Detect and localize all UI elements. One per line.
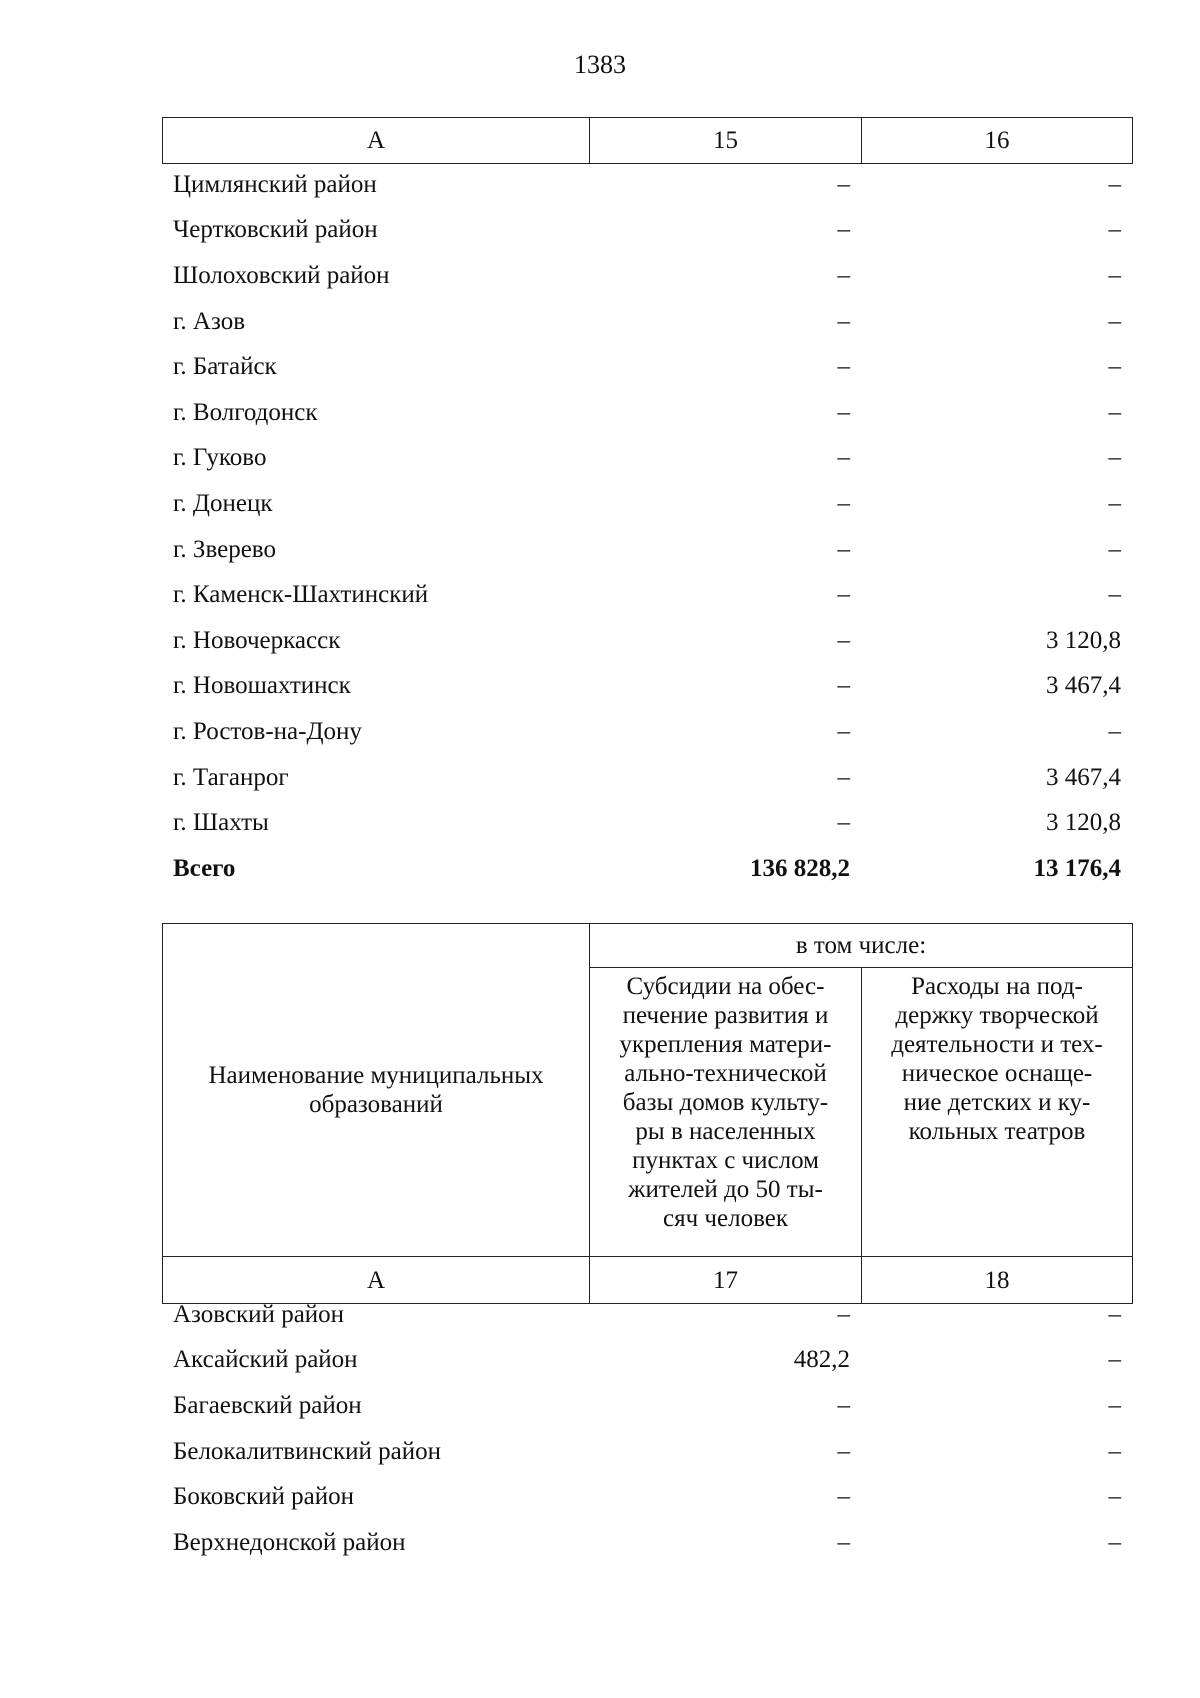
table-row <box>162 1292 1132 1338</box>
row-name: г. Каменск-Шахтинский <box>173 581 429 609</box>
row-value-c16: – <box>1108 717 1121 745</box>
table1-total-label: Всего <box>173 854 236 882</box>
row-value-c16: – <box>1108 398 1121 426</box>
table2-col-header-17: 17 <box>590 1257 862 1304</box>
row-name: г. Донецк <box>173 489 273 517</box>
table-row <box>162 481 1132 527</box>
row-name: Верхнедонской район <box>173 1528 406 1556</box>
row-name: Цимлянский район <box>173 170 377 198</box>
table-row <box>162 572 1132 618</box>
table2-header <box>162 923 1133 1304</box>
table-row <box>162 162 1132 208</box>
table1-col-header-15: 15 <box>590 118 862 164</box>
row-value-c15: – <box>837 672 850 700</box>
table1-total-c16: 13 176,4 <box>1033 854 1121 882</box>
row-name: г. Зверево <box>173 535 276 563</box>
row-value-c15: – <box>837 626 850 654</box>
table-row <box>162 709 1132 755</box>
row-value-c15: – <box>837 353 850 381</box>
table2-body <box>162 1292 1132 1566</box>
table1-total-row <box>162 846 1132 892</box>
row-value-c15: – <box>837 763 850 791</box>
table-row <box>162 527 1132 573</box>
row-value-c15: – <box>837 809 850 837</box>
table1-col-header-16: 16 <box>862 118 1133 164</box>
row-value-c18: – <box>1108 1391 1121 1419</box>
row-value-c16: – <box>1108 535 1121 563</box>
row-value-c16: – <box>1108 489 1121 517</box>
row-value-c17: – <box>837 1483 850 1511</box>
row-value-c16: – <box>1108 216 1121 244</box>
row-name: Аксайский район <box>173 1346 358 1374</box>
row-value-c16: 3 467,4 <box>1046 763 1121 791</box>
page-number: 1383 <box>574 50 626 79</box>
row-value-c15: – <box>837 170 850 198</box>
row-name: г. Новочеркасск <box>173 626 341 654</box>
row-name: г. Батайск <box>173 353 277 381</box>
row-value-c16: – <box>1108 261 1121 289</box>
table2-col-header-a: А <box>163 1257 590 1304</box>
row-name: Азовский район <box>173 1300 345 1328</box>
row-value-c15: – <box>837 535 850 563</box>
table2-including-label: в том числе: <box>590 924 1133 968</box>
row-value-c16: – <box>1108 353 1121 381</box>
row-value-c15: – <box>837 261 850 289</box>
row-value-c16: 3 467,4 <box>1046 672 1121 700</box>
row-value-c17: – <box>837 1391 850 1419</box>
table-row <box>162 1520 1132 1566</box>
table1-col-header-a: А <box>163 118 590 164</box>
row-value-c15: – <box>837 307 850 335</box>
row-name: г. Шахты <box>173 809 269 837</box>
row-value-c15: – <box>837 717 850 745</box>
row-name: г. Азов <box>173 307 246 335</box>
table1-header <box>162 117 1133 164</box>
row-name: Багаевский район <box>173 1391 362 1419</box>
table-row <box>162 390 1132 436</box>
row-name: Боковский район <box>173 1483 354 1511</box>
row-value-c15: – <box>837 581 850 609</box>
table2-col18-header: Расходы на под- держку творческой деятельности и тех- ническое оснаще- ние детских и ку- кольных театров <box>862 968 1133 1257</box>
row-value-c15: – <box>837 489 850 517</box>
table-row <box>162 344 1132 390</box>
row-name: Чертковский район <box>173 216 378 244</box>
table-row <box>162 618 1132 664</box>
row-name: г. Ростов-на-Дону <box>173 717 362 745</box>
row-value-c17: – <box>837 1300 850 1328</box>
row-value-c16: – <box>1108 444 1121 472</box>
row-value-c17: 482,2 <box>793 1346 850 1374</box>
table1-total-c15: 136 828,2 <box>750 854 850 882</box>
table-row <box>162 755 1132 801</box>
row-value-c18: – <box>1108 1300 1121 1328</box>
row-value-c16: – <box>1108 581 1121 609</box>
row-value-c18: – <box>1108 1483 1121 1511</box>
row-value-c18: – <box>1108 1528 1121 1556</box>
row-name: г. Таганрог <box>173 763 289 791</box>
table2-col17-header: Субсидии на обес- печение развития и укрепления матери- ально-технической базы домов культу- ры в населенных пунктах с числом жителей до 50 ты- сяч человек <box>590 968 862 1257</box>
table-row <box>162 1474 1132 1520</box>
row-value-c15: – <box>837 216 850 244</box>
table-row <box>162 299 1132 345</box>
row-name: Белокалитвинский район <box>173 1437 441 1465</box>
table-row <box>162 253 1132 299</box>
row-value-c16: 3 120,8 <box>1046 809 1121 837</box>
table-row <box>162 208 1132 254</box>
row-name: г. Новошахтинск <box>173 672 351 700</box>
row-value-c15: – <box>837 444 850 472</box>
row-name: г. Волгодонск <box>173 398 318 426</box>
table2-col-header-18: 18 <box>862 1257 1133 1304</box>
row-name: Шолоховский район <box>173 261 390 289</box>
row-value-c16: – <box>1108 307 1121 335</box>
row-value-c15: – <box>837 398 850 426</box>
table2-name-header: Наименование муниципальных образований <box>163 924 590 1257</box>
table-row <box>162 1429 1132 1475</box>
row-value-c16: – <box>1108 170 1121 198</box>
row-name: г. Гуково <box>173 444 267 472</box>
table-row <box>162 664 1132 710</box>
row-value-c17: – <box>837 1437 850 1465</box>
table-row <box>162 1338 1132 1384</box>
table-row <box>162 436 1132 482</box>
table-row <box>162 800 1132 846</box>
row-value-c16: 3 120,8 <box>1046 626 1121 654</box>
row-value-c17: – <box>837 1528 850 1556</box>
table-row <box>162 1383 1132 1429</box>
row-value-c18: – <box>1108 1437 1121 1465</box>
table1-body <box>162 162 1132 892</box>
row-value-c18: – <box>1108 1346 1121 1374</box>
